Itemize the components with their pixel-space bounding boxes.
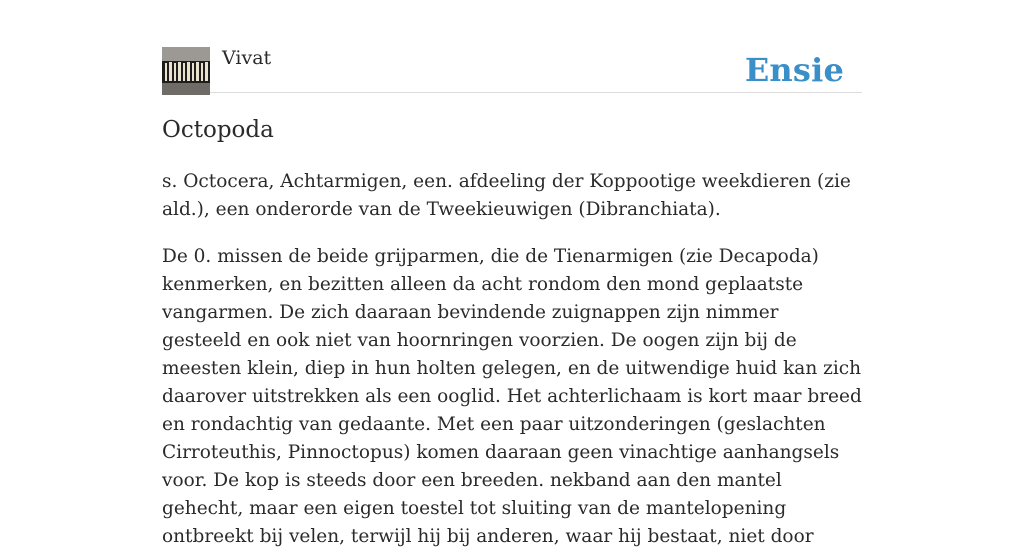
article-paragraph: De 0. missen de beide grijparmen, die de Tienarmigen (zie Decapoda) kenmerken, en bezitten alleen da acht rondom den mond geplaatste vangarmen. De zich daaraan bevindende zuignappen zijn nimmer gesteeld en ook niet van hoornringen voorzien. De oogen zijn bij de meesten klein, diep in hun holten gelegen, en de uitwendige huid kan zich daarover uitstrekken als een ooglid. Het achterlichaam is kort maar breed en rondachtig van gedaante. Met een paar uitzonderingen (geslachten Cirroteuthis, Pinnoctopus) komen daaraan geen vinachtige aanhangsels voor. De kop is steeds door een breeden. nekband aan den mantel gehecht, maar een eigen toestel tot sluiting van de mantelopening ontbreekt bij velen, terwijl hij bij anderen, waar hij bestaat, niet door [162, 246, 862, 547]
bookshelf-icon [162, 47, 210, 95]
site-header [162, 46, 862, 93]
author-name[interactable]: Vivat [222, 47, 272, 69]
avatar[interactable] [162, 47, 210, 95]
article-paragraph: s. Octocera, Achtarmigen, een. afdeeling der Koppootige weekdieren (zie ald.), een onderorde van de Tweekieuwigen (Dibranchiata). [162, 171, 851, 220]
page-title: Octopoda [162, 117, 274, 143]
brand-logo[interactable]: Ensie [744, 51, 844, 89]
